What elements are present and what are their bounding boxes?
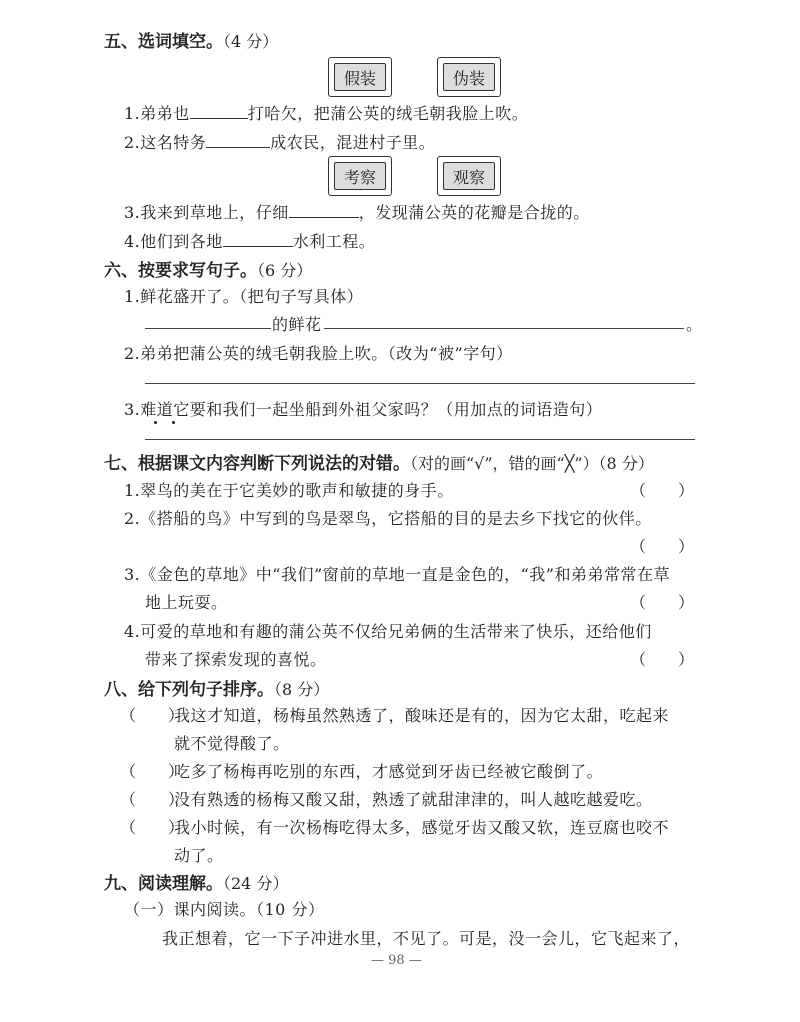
s5-question-2 [124, 130, 435, 153]
s5-q4-start: 4.他们到各地 [124, 232, 223, 251]
s6-question-2: 2.弟弟把蒲公英的绒毛朝我脸上吹。（改为“被”字句） [124, 344, 513, 363]
s5-q4-blank[interactable] [223, 232, 293, 247]
s8-order-input-3[interactable]: （ ） [120, 790, 185, 809]
s5-q1-blank[interactable] [190, 104, 248, 119]
s8-sentence-3: 没有熟透的杨梅又酸又甜，熟透了就甜津津的，叫人越吃越爱吃。 [174, 790, 653, 809]
s6-question-1: 1.鲜花盛开了。（把句子写具体） [124, 287, 364, 306]
section-6-points: （6 分） [257, 261, 313, 280]
word-box-guancha-label: 观察 [443, 162, 495, 190]
s5-q3-start: 3.我来到草地上，仔细 [124, 203, 289, 222]
s7-answer-3[interactable]: （ ） [630, 593, 695, 612]
s5-q2-start: 2.这名特务 [124, 133, 207, 152]
section-5-points: （4 分） [223, 32, 279, 51]
s8-sentence-1-line-2: 就不觉得酸了。 [174, 734, 290, 753]
section-9-title: 九、阅读理解。 [104, 874, 223, 894]
s7-statement-2: 2.《搭船的鸟》中写到的鸟是翠鸟，它搭船的目的是去乡下找它的伙伴。 [124, 509, 652, 528]
s7-statement-4-line-2: 带来了探索发现的喜悦。 [145, 650, 327, 669]
s5-q2-end: 成农民，混进村子里。 [270, 133, 436, 152]
section-7-heading [104, 449, 654, 474]
section-5-heading [104, 27, 278, 52]
emphasis-dot-1 [154, 421, 157, 424]
s6-q1-middle-text: 的鲜花 [272, 315, 322, 334]
page-number: — 98 — [371, 953, 422, 968]
s8-sentence-1-line-1: 我这才知道，杨梅虽然熟透了，酸味还是有的，因为它太甜，吃起来 [174, 706, 670, 725]
s7-statement-3-line-1: 3.《金色的草地》中“我们”窗前的草地一直是金色的，“我”和弟弟常常在草 [124, 565, 670, 584]
section-6-heading [104, 256, 312, 281]
s8-order-input-2[interactable]: （ ） [120, 762, 185, 781]
word-box-jiazhuang [328, 57, 392, 97]
word-box-jiazhuang-label: 假装 [334, 63, 386, 91]
s8-sentence-4-line-2: 动了。 [174, 846, 224, 865]
section-8-title: 八、给下列句子排序。 [104, 680, 274, 700]
s6-q1-blank-right[interactable] [324, 328, 684, 329]
s5-q4-end: 水利工程。 [292, 232, 376, 251]
section-9-points: （24 分） [223, 874, 289, 893]
s7-statement-1: 1.翠鸟的美在于它美妙的歌声和敏捷的身手。 [124, 481, 454, 500]
emphasis-dot-2 [172, 421, 175, 424]
section-8-heading [104, 675, 329, 700]
s7-statement-3-line-2: 地上玩耍。 [145, 593, 228, 612]
s8-sentence-2: 吃多了杨梅再吃别的东西，才感觉到牙齿已经被它酸倒了。 [174, 762, 604, 781]
s7-answer-1[interactable]: （ ） [630, 481, 695, 500]
section-6-title: 六、按要求写句子。 [104, 261, 257, 281]
s6-q1-blank-left[interactable] [145, 328, 271, 329]
section-8-points: （8 分） [274, 680, 330, 699]
word-box-kaocha [328, 156, 392, 196]
s9-subsection-title: （一）课内阅读。（10 分） [124, 900, 325, 919]
word-box-guancha [437, 156, 501, 196]
s5-q1-end: 打哈欠，把蒲公英的绒毛朝我脸上吹。 [247, 104, 529, 123]
word-box-weizhuang-label: 伪装 [443, 63, 495, 91]
word-box-weizhuang [437, 57, 501, 97]
s5-q3-blank[interactable] [289, 203, 359, 218]
s5-q1-start: 1.弟弟也 [124, 104, 190, 123]
s5-q3-end: ，发现蒲公英的花瓣是合拢的。 [358, 203, 590, 222]
s7-answer-4[interactable]: （ ） [630, 650, 695, 669]
s6-q3-answer-line[interactable] [145, 439, 695, 440]
s6-q1-end-mark: 。 [686, 315, 703, 334]
s5-question-3 [124, 200, 590, 223]
s8-order-input-4[interactable]: （ ） [120, 818, 185, 837]
section-9-heading [104, 869, 288, 894]
s6-question-3: 3.难道它要和我们一起坐船到外祖父家吗？（用加点的词语造句） [124, 400, 603, 419]
s6-q2-answer-line[interactable] [145, 383, 695, 384]
s7-statement-4-line-1: 4.可爱的草地和有趣的蒲公英不仅给兄弟俩的生活带来了快乐，还给他们 [124, 622, 652, 641]
s9-passage-line-1: 我正想着，它一下子冲进水里，不见了。可是，没一会儿，它飞起来了， [162, 929, 691, 948]
word-box-kaocha-label: 考察 [334, 162, 386, 190]
s7-answer-2[interactable]: （ ） [630, 537, 695, 556]
s5-question-4 [124, 229, 375, 252]
section-7-title: 七、根据课文内容判断下列说法的对错。 [104, 454, 410, 474]
section-7-points: （对的画“√”，错的画“╳”）（8 分） [410, 454, 654, 473]
s5-question-1 [124, 101, 528, 124]
section-5-title: 五、选词填空。 [104, 32, 223, 52]
s8-sentence-4-line-1: 我小时候，有一次杨梅吃得太多，感觉牙齿又酸又软，连豆腐也咬不 [174, 818, 670, 837]
s8-order-input-1[interactable]: （ ） [120, 706, 185, 725]
s5-q2-blank[interactable] [206, 133, 270, 148]
